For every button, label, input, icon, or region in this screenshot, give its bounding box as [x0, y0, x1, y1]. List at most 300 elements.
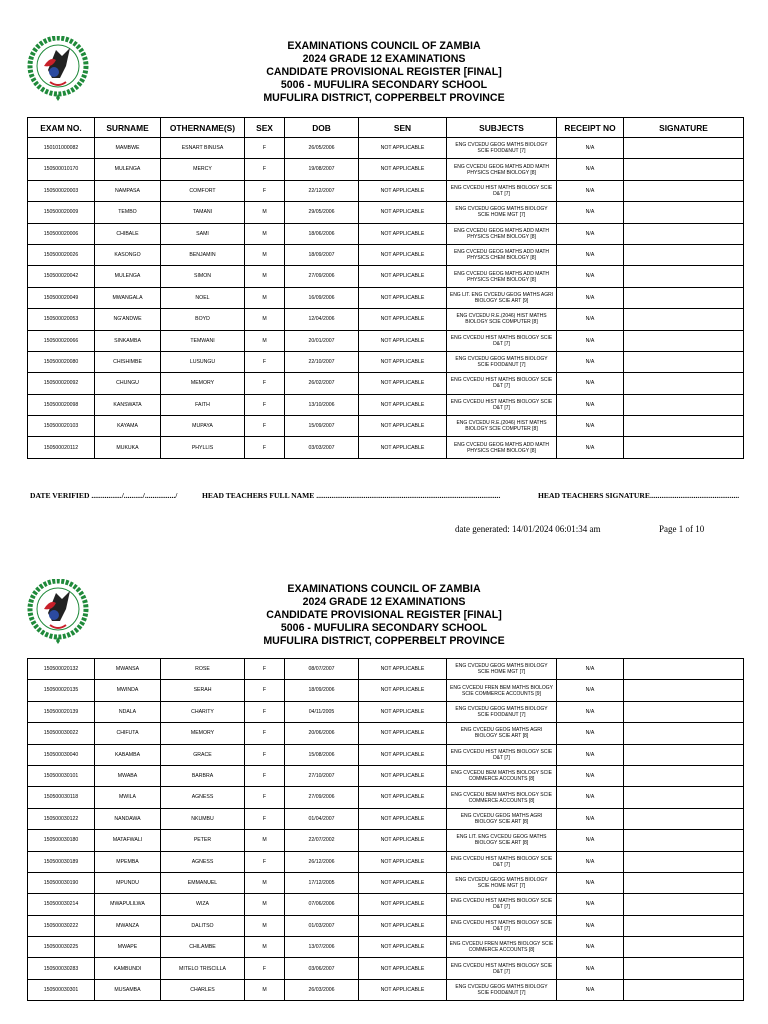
surname-cell: MAMBWE	[95, 138, 161, 159]
surname-cell: KANSWATA	[95, 394, 161, 415]
sex-cell: M	[245, 872, 285, 893]
receipt-no-cell: N/A	[557, 851, 624, 872]
signature-cell	[624, 851, 744, 872]
sex-cell: F	[245, 659, 285, 680]
surname-cell: KAYAMA	[95, 416, 161, 437]
sen-cell: NOT APPLICABLE	[359, 723, 447, 744]
sen-cell: NOT APPLICABLE	[359, 287, 447, 308]
sex-cell: M	[245, 202, 285, 223]
table-row	[28, 701, 744, 722]
sex-cell: F	[245, 180, 285, 201]
surname-cell: KAMBUNDI	[95, 958, 161, 979]
surname-cell: KASONGO	[95, 244, 161, 265]
dob-cell: 01/04/2007	[285, 808, 359, 829]
table-row	[28, 680, 744, 701]
sex-cell: M	[245, 266, 285, 287]
sex-cell: M	[245, 223, 285, 244]
table-row	[28, 765, 744, 786]
subjects-cell: ENG CVCEDU GEOG MATHS ADD MATH PHYSICS CHEM BIOLOGY [8]	[447, 223, 557, 244]
exam-no-cell: 150500030190	[28, 872, 95, 893]
receipt-no-cell: N/A	[557, 330, 624, 351]
sex-cell: M	[245, 830, 285, 851]
dob-cell: 01/03/2007	[285, 915, 359, 936]
table-row	[28, 659, 744, 680]
receipt-no-cell: N/A	[557, 765, 624, 786]
sen-cell: NOT APPLICABLE	[359, 958, 447, 979]
sex-cell: F	[245, 851, 285, 872]
sen-cell: NOT APPLICABLE	[359, 330, 447, 351]
receipt-no-cell: N/A	[557, 979, 624, 1000]
signature-cell	[624, 159, 744, 180]
dob-cell: 22/07/2002	[285, 830, 359, 851]
dob-cell: 12/04/2006	[285, 309, 359, 330]
subjects-cell: ENG CVCEDU HIST MATHS BIOLOGY SCIE D&T [7]	[447, 330, 557, 351]
signature-cell	[624, 894, 744, 915]
othernames-cell: MEMORY	[161, 373, 245, 394]
subjects-cell: ENG CVCEDU BEM MATHS BIOLOGY SCIE COMMERCE ACCOUNTS [8]	[447, 787, 557, 808]
sen-cell: NOT APPLICABLE	[359, 309, 447, 330]
subjects-cell: ENG CVCEDU BEM MATHS BIOLOGY SCIE COMMERCE ACCOUNTS [8]	[447, 765, 557, 786]
page-header	[0, 577, 768, 659]
subjects-cell: ENG CVCEDU R.E.(2046) HIST MATHS BIOLOGY SCIE COMPUTER [8]	[447, 309, 557, 330]
exam-no-cell: 150500030122	[28, 808, 95, 829]
sen-cell: NOT APPLICABLE	[359, 894, 447, 915]
receipt-no-cell: N/A	[557, 872, 624, 893]
sen-cell: NOT APPLICABLE	[359, 872, 447, 893]
sex-cell: F	[245, 351, 285, 372]
receipt-no-cell: N/A	[557, 223, 624, 244]
surname-cell: SINKAMBA	[95, 330, 161, 351]
surname-cell: MWINDA	[95, 680, 161, 701]
othernames-cell: MUPAYA	[161, 416, 245, 437]
sen-cell: NOT APPLICABLE	[359, 830, 447, 851]
dob-cell: 15/08/2006	[285, 744, 359, 765]
othernames-cell: PETER	[161, 830, 245, 851]
signature-cell	[624, 744, 744, 765]
sen-cell: NOT APPLICABLE	[359, 202, 447, 223]
table-row	[28, 266, 744, 287]
sen-cell: NOT APPLICABLE	[359, 373, 447, 394]
dob-cell: 08/07/2007	[285, 659, 359, 680]
receipt-no-cell: N/A	[557, 202, 624, 223]
subjects-cell: ENG CVCEDU HIST MATHS BIOLOGY SCIE D&T [7]	[447, 744, 557, 765]
date-verified: DATE VERIFIED ................/........../................/	[30, 491, 178, 500]
surname-cell: MUKUKA	[95, 437, 161, 458]
surname-cell: NDALA	[95, 701, 161, 722]
sex-cell: F	[245, 394, 285, 415]
subjects-cell: ENG CVCEDU GEOG MATHS ADD MATH PHYSICS CHEM BIOLOGY [8]	[447, 266, 557, 287]
receipt-no-cell: N/A	[557, 808, 624, 829]
receipt-no-cell: N/A	[557, 437, 624, 458]
sex-cell: M	[245, 915, 285, 936]
exam-no-cell: 150500020003	[28, 180, 95, 201]
signature-cell	[624, 723, 744, 744]
subjects-cell: ENG LIT. ENG CVCEDU GEOG MATHS AGRI BIOLOGY SCIE ART [9]	[447, 287, 557, 308]
receipt-no-cell: N/A	[557, 159, 624, 180]
sex-cell: M	[245, 979, 285, 1000]
exam-no-cell: 150500030225	[28, 937, 95, 958]
signature-cell	[624, 765, 744, 786]
othernames-cell: EMMANUEL	[161, 872, 245, 893]
exam-no-cell: 150500030118	[28, 787, 95, 808]
sen-cell: NOT APPLICABLE	[359, 437, 447, 458]
subjects-cell: ENG CVCEDU HIST MATHS BIOLOGY SCIE D&T [7]	[447, 894, 557, 915]
receipt-no-cell: N/A	[557, 787, 624, 808]
sen-cell: NOT APPLICABLE	[359, 680, 447, 701]
signature-cell	[624, 937, 744, 958]
sex-cell: F	[245, 416, 285, 437]
table-row	[28, 437, 744, 458]
othernames-cell: DALITSO	[161, 915, 245, 936]
dob-cell: 15/09/2007	[285, 416, 359, 437]
othernames-cell: SAMI	[161, 223, 245, 244]
signature-cell	[624, 680, 744, 701]
signature-cell	[624, 373, 744, 394]
surname-cell: MWANZA	[95, 915, 161, 936]
othernames-cell: LUSUNGU	[161, 351, 245, 372]
exam-no-cell: 150500010170	[28, 159, 95, 180]
subjects-cell: ENG CVCEDU HIST MATHS BIOLOGY SCIE D&T [7]	[447, 394, 557, 415]
sex-cell: M	[245, 937, 285, 958]
receipt-no-cell: N/A	[557, 701, 624, 722]
othernames-cell: TEMWANI	[161, 330, 245, 351]
dob-cell: 29/05/2006	[285, 202, 359, 223]
candidate-register-table	[27, 658, 744, 1001]
othernames-cell: MEMORY	[161, 723, 245, 744]
header-exam: 2024 GRADE 12 EXAMINATIONS	[302, 53, 466, 65]
signature-cell	[624, 180, 744, 201]
sen-cell: NOT APPLICABLE	[359, 659, 447, 680]
dob-cell: 13/07/2006	[285, 937, 359, 958]
signature-cell	[624, 202, 744, 223]
subjects-cell: ENG CVCEDU GEOG MATHS ADD MATH PHYSICS CHEM BIOLOGY [8]	[447, 437, 557, 458]
table-row	[28, 373, 744, 394]
sen-cell: NOT APPLICABLE	[359, 937, 447, 958]
surname-cell: NAMPASA	[95, 180, 161, 201]
dob-cell: 26/12/2006	[285, 851, 359, 872]
exam-no-cell: 150500020009	[28, 202, 95, 223]
header-council: EXAMINATIONS COUNCIL OF ZAMBIA	[287, 40, 481, 52]
subjects-cell: ENG CVCEDU GEOG MATHS BIOLOGY SCIE HOME MGT [7]	[447, 872, 557, 893]
receipt-no-cell: N/A	[557, 266, 624, 287]
page-header	[0, 0, 768, 118]
sen-cell: NOT APPLICABLE	[359, 979, 447, 1000]
exam-no-cell: 150500030040	[28, 744, 95, 765]
subjects-cell: ENG CVCEDU HIST MATHS BIOLOGY SCIE D&T [7]	[447, 373, 557, 394]
othernames-cell: CHARLES	[161, 979, 245, 1000]
candidate-register-table	[27, 117, 744, 459]
receipt-no-cell: N/A	[557, 287, 624, 308]
sen-cell: NOT APPLICABLE	[359, 351, 447, 372]
subjects-cell: ENG CVCEDU GEOG MATHS ADD MATH PHYSICS CHEM BIOLOGY [8]	[447, 159, 557, 180]
table-row	[28, 723, 744, 744]
table-row	[28, 394, 744, 415]
dob-cell: 20/06/2006	[285, 723, 359, 744]
othernames-cell: AGNESS	[161, 851, 245, 872]
col-exam-no: EXAM NO.	[28, 118, 95, 138]
exam-no-cell: 150500030214	[28, 894, 95, 915]
subjects-cell: ENG CVCEDU HIST MATHS BIOLOGY SCIE D&T [7]	[447, 915, 557, 936]
sex-cell: M	[245, 330, 285, 351]
receipt-no-cell: N/A	[557, 351, 624, 372]
dob-cell: 03/03/2007	[285, 437, 359, 458]
table-row	[28, 416, 744, 437]
sex-cell: F	[245, 138, 285, 159]
receipt-no-cell: N/A	[557, 180, 624, 201]
table-row	[28, 808, 744, 829]
surname-cell: MPUNDU	[95, 872, 161, 893]
signature-cell	[624, 958, 744, 979]
table-row	[28, 830, 744, 851]
subjects-cell: ENG CVCEDU GEOG MATHS BIOLOGY SCIE HOME MGT [7]	[447, 202, 557, 223]
othernames-cell: SIMON	[161, 266, 245, 287]
surname-cell: MUSAMBA	[95, 979, 161, 1000]
signature-cell	[624, 437, 744, 458]
table-body	[28, 659, 744, 1001]
dob-cell: 03/06/2007	[285, 958, 359, 979]
table-row	[28, 138, 744, 159]
sen-cell: NOT APPLICABLE	[359, 808, 447, 829]
header-school: 5006 - MUFULIRA SECONDARY SCHOOL	[280, 622, 488, 634]
head-teacher-signature: HEAD TEACHERS SIGNATURE...............................................	[538, 491, 740, 500]
othernames-cell: NOEL	[161, 287, 245, 308]
receipt-no-cell: N/A	[557, 830, 624, 851]
othernames-cell: BENJAMIN	[161, 244, 245, 265]
table-row	[28, 309, 744, 330]
receipt-no-cell: N/A	[557, 309, 624, 330]
surname-cell: NANDAWA	[95, 808, 161, 829]
sex-cell: M	[245, 309, 285, 330]
othernames-cell: GRACE	[161, 744, 245, 765]
dob-cell: 13/10/2006	[285, 394, 359, 415]
signature-cell	[624, 872, 744, 893]
receipt-no-cell: N/A	[557, 894, 624, 915]
table-row	[28, 915, 744, 936]
sen-cell: NOT APPLICABLE	[359, 765, 447, 786]
sex-cell: F	[245, 765, 285, 786]
receipt-no-cell: N/A	[557, 416, 624, 437]
exam-no-cell: 150500030301	[28, 979, 95, 1000]
exam-no-cell: 150500030180	[28, 830, 95, 851]
othernames-cell: CHARITY	[161, 701, 245, 722]
sex-cell: F	[245, 680, 285, 701]
sen-cell: NOT APPLICABLE	[359, 266, 447, 287]
table-row	[28, 744, 744, 765]
page-number: Page 1 of 10	[659, 524, 705, 534]
col-sen: SEN	[359, 118, 447, 138]
signature-cell	[624, 244, 744, 265]
header-school: 5006 - MUFULIRA SECONDARY SCHOOL	[280, 79, 488, 91]
table-row	[28, 958, 744, 979]
sen-cell: NOT APPLICABLE	[359, 394, 447, 415]
table-header-row	[28, 118, 744, 138]
subjects-cell: ENG CVCEDU FREN MATHS BIOLOGY SCIE COMMERCE ACCOUNTS [8]	[447, 937, 557, 958]
header-register: CANDIDATE PROVISIONAL REGISTER [FINAL]	[266, 609, 502, 621]
othernames-cell: SERAH	[161, 680, 245, 701]
surname-cell: MWAPE	[95, 937, 161, 958]
othernames-cell: BARBRA	[161, 765, 245, 786]
exam-no-cell: 150500020080	[28, 351, 95, 372]
col-dob: DOB	[285, 118, 359, 138]
subjects-cell: ENG CVCEDU GEOG MATHS AGRI BIOLOGY SCIE ART [8]	[447, 808, 557, 829]
receipt-no-cell: N/A	[557, 659, 624, 680]
subjects-cell: ENG CVCEDU GEOG MATHS AGRI BIOLOGY SCIE ART [8]	[447, 723, 557, 744]
table-row	[28, 244, 744, 265]
register-page-2	[0, 577, 768, 997]
exam-no-cell: 150500030101	[28, 765, 95, 786]
exam-no-cell: 150500030283	[28, 958, 95, 979]
dob-cell: 22/12/2007	[285, 180, 359, 201]
surname-cell: CHISHIMBE	[95, 351, 161, 372]
surname-cell: TEMBO	[95, 202, 161, 223]
table-row	[28, 937, 744, 958]
signature-cell	[624, 830, 744, 851]
col-othernames: OTHERNAME(S)	[161, 118, 245, 138]
signature-cell	[624, 416, 744, 437]
verification-footer	[30, 491, 740, 503]
sex-cell: F	[245, 958, 285, 979]
table-row	[28, 330, 744, 351]
surname-cell: MWANGALA	[95, 287, 161, 308]
receipt-no-cell: N/A	[557, 958, 624, 979]
subjects-cell: ENG CVCEDU GEOG MATHS BIOLOGY SCIE FOOD&NUT [7]	[447, 701, 557, 722]
signature-cell	[624, 287, 744, 308]
othernames-cell: CHILAMBE	[161, 937, 245, 958]
header-district: MUFULIRA DISTRICT, COPPERBELT PROVINCE	[263, 92, 505, 104]
surname-cell: KABAMBA	[95, 744, 161, 765]
table-body	[28, 138, 744, 459]
table-row	[28, 979, 744, 1000]
othernames-cell: ESNART BINUSA	[161, 138, 245, 159]
receipt-no-cell: N/A	[557, 744, 624, 765]
surname-cell: MWILA	[95, 787, 161, 808]
receipt-no-cell: N/A	[557, 680, 624, 701]
subjects-cell: ENG CVCEDU FREN BEM MATHS BIOLOGY SCIE COMMERCE ACCOUNTS [9]	[447, 680, 557, 701]
exam-no-cell: 150500020049	[28, 287, 95, 308]
signature-cell	[624, 659, 744, 680]
signature-cell	[624, 979, 744, 1000]
exam-no-cell: 150500020053	[28, 309, 95, 330]
sen-cell: NOT APPLICABLE	[359, 180, 447, 201]
receipt-no-cell: N/A	[557, 373, 624, 394]
signature-cell	[624, 808, 744, 829]
col-signature: SIGNATURE	[624, 118, 744, 138]
sen-cell: NOT APPLICABLE	[359, 787, 447, 808]
col-receipt-no: RECEIPT NO	[557, 118, 624, 138]
signature-cell	[624, 915, 744, 936]
dob-cell: 27/10/2007	[285, 765, 359, 786]
exam-no-cell: 150500020092	[28, 373, 95, 394]
dob-cell: 04/11/2005	[285, 701, 359, 722]
exam-no-cell: 150500020066	[28, 330, 95, 351]
surname-cell: MWABA	[95, 765, 161, 786]
dob-cell: 19/08/2007	[285, 159, 359, 180]
receipt-no-cell: N/A	[557, 723, 624, 744]
dob-cell: 16/09/2006	[285, 287, 359, 308]
subjects-cell: ENG CVCEDU GEOG MATHS BIOLOGY SCIE HOME MGT [7]	[447, 659, 557, 680]
dob-cell: 18/09/2006	[285, 680, 359, 701]
subjects-cell: ENG CVCEDU GEOG MATHS BIOLOGY SCIE FOOD&NUT [7]	[447, 979, 557, 1000]
surname-cell: MULENGA	[95, 159, 161, 180]
exam-no-cell: 150500020042	[28, 266, 95, 287]
table-row	[28, 287, 744, 308]
surname-cell: CHIFUTA	[95, 723, 161, 744]
exam-no-cell: 150500030189	[28, 851, 95, 872]
table-row	[28, 872, 744, 893]
othernames-cell: COMFORT	[161, 180, 245, 201]
surname-cell: MULENGA	[95, 266, 161, 287]
header-district: MUFULIRA DISTRICT, COPPERBELT PROVINCE	[263, 635, 505, 647]
sex-cell: F	[245, 787, 285, 808]
sex-cell: F	[245, 808, 285, 829]
surname-cell: MWANSA	[95, 659, 161, 680]
sex-cell: F	[245, 723, 285, 744]
header-exam: 2024 GRADE 12 EXAMINATIONS	[302, 596, 466, 608]
dob-cell: 27/09/2006	[285, 266, 359, 287]
sen-cell: NOT APPLICABLE	[359, 159, 447, 180]
sen-cell: NOT APPLICABLE	[359, 138, 447, 159]
othernames-cell: MERCY	[161, 159, 245, 180]
sex-cell: M	[245, 244, 285, 265]
othernames-cell: NKUMBU	[161, 808, 245, 829]
signature-cell	[624, 787, 744, 808]
subjects-cell: ENG CVCEDU R.E.(2046) HIST MATHS BIOLOGY SCIE COMPUTER [8]	[447, 416, 557, 437]
sex-cell: F	[245, 701, 285, 722]
dob-cell: 20/01/2007	[285, 330, 359, 351]
dob-cell: 27/09/2006	[285, 787, 359, 808]
dob-cell: 07/06/2006	[285, 894, 359, 915]
table-row	[28, 351, 744, 372]
surname-cell: CHIBALE	[95, 223, 161, 244]
subjects-cell: ENG CVCEDU GEOG MATHS BIOLOGY SCIE FOOD&NUT [7]	[447, 351, 557, 372]
othernames-cell: TAMANI	[161, 202, 245, 223]
signature-cell	[624, 330, 744, 351]
exam-no-cell: 150500020132	[28, 659, 95, 680]
othernames-cell: AGNESS	[161, 787, 245, 808]
col-surname: SURNAME	[95, 118, 161, 138]
dob-cell: 18/06/2006	[285, 223, 359, 244]
sen-cell: NOT APPLICABLE	[359, 223, 447, 244]
table-row	[28, 894, 744, 915]
surname-cell: MPEMBA	[95, 851, 161, 872]
sex-cell: M	[245, 894, 285, 915]
subjects-cell: ENG CVCEDU GEOG MATHS ADD MATH PHYSICS CHEM BIOLOGY [8]	[447, 244, 557, 265]
receipt-no-cell: N/A	[557, 138, 624, 159]
sex-cell: F	[245, 159, 285, 180]
surname-cell: CHUNGU	[95, 373, 161, 394]
signature-cell	[624, 266, 744, 287]
receipt-no-cell: N/A	[557, 937, 624, 958]
table-row	[28, 180, 744, 201]
exam-no-cell: 150500030022	[28, 723, 95, 744]
sen-cell: NOT APPLICABLE	[359, 851, 447, 872]
receipt-no-cell: N/A	[557, 915, 624, 936]
dob-cell: 26/05/2006	[285, 138, 359, 159]
dob-cell: 26/03/2006	[285, 979, 359, 1000]
signature-cell	[624, 309, 744, 330]
sex-cell: F	[245, 373, 285, 394]
head-teacher-name: HEAD TEACHERS FULL NAME .................................................................................................	[202, 491, 501, 500]
subjects-cell: ENG CVCEDU HIST MATHS BIOLOGY SCIE D&T [7]	[447, 851, 557, 872]
subjects-cell: ENG CVCEDU GEOG MATHS BIOLOGY SCIE FOOD&NUT [7]	[447, 138, 557, 159]
dob-cell: 26/02/2007	[285, 373, 359, 394]
othernames-cell: MITELO TRISCILLA	[161, 958, 245, 979]
surname-cell: MWAPULILWA	[95, 894, 161, 915]
exam-no-cell: 150500020103	[28, 416, 95, 437]
othernames-cell: WIZA	[161, 894, 245, 915]
surname-cell: MATAFWALI	[95, 830, 161, 851]
exam-no-cell: 150500020026	[28, 244, 95, 265]
